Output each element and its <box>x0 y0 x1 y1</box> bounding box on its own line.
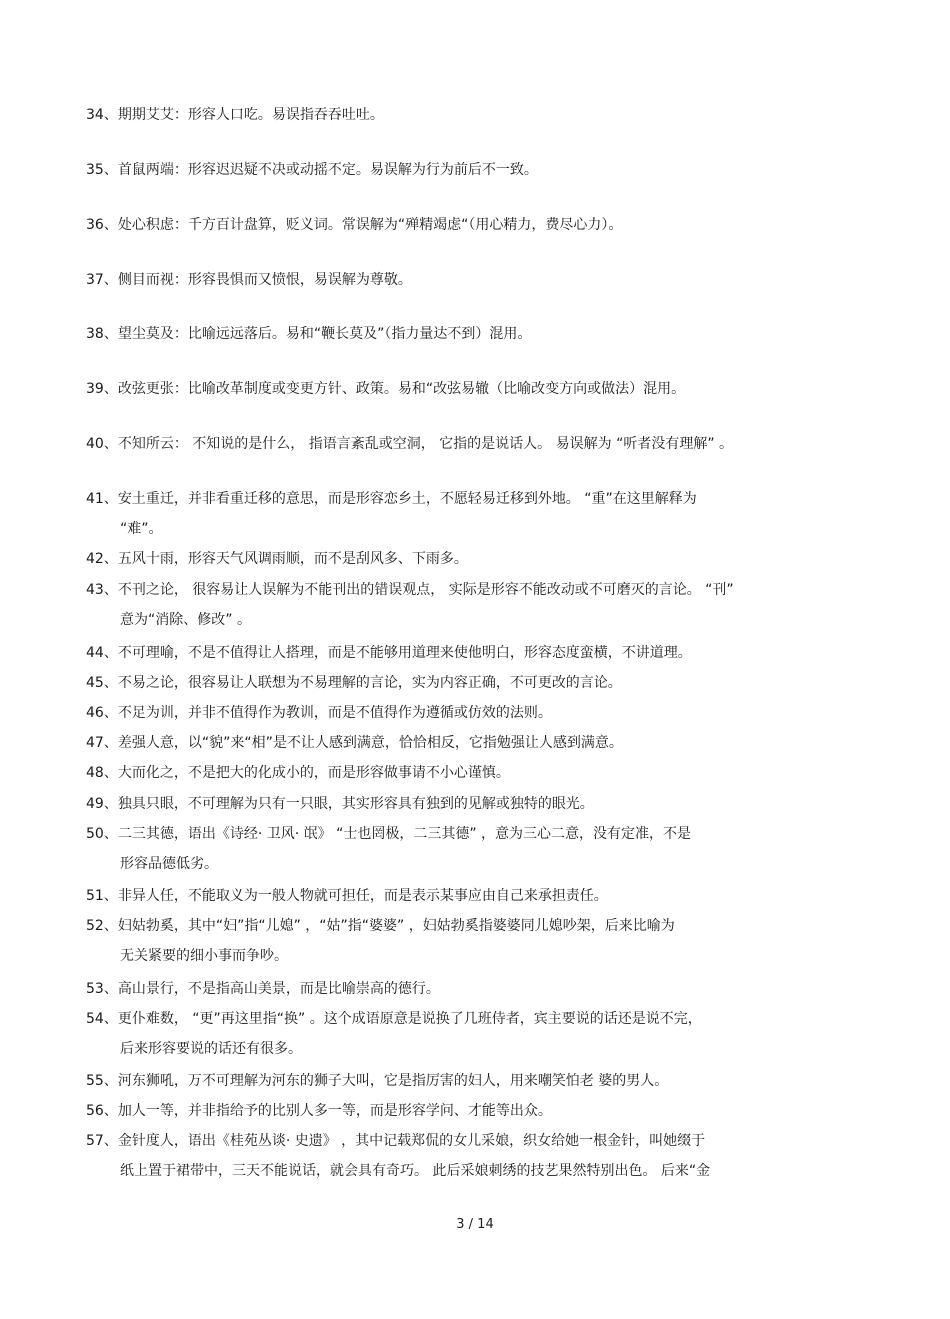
entry-42: 42、五风十雨，形容天气风调雨顺，而不是刮风多、下雨多。 <box>86 551 468 567</box>
entry-50-continuation: 形容品德低劣。 <box>120 856 218 872</box>
entry-53: 53、高山景行，不是指高山美景，而是比喻崇高的德行。 <box>86 981 440 997</box>
entry-52-continuation: 无关紧要的细小事而争吵。 <box>120 948 288 964</box>
entry-40: 40、不知所云： 不知说的是什么， 指语言紊乱或空洞， 它指的是说话人。 易误解为 “听者没有理解” 。 <box>86 436 734 452</box>
entry-38: 38、望尘莫及：比喻远远落后。易和“鞭长莫及”（指力量达不到）混用。 <box>86 326 532 342</box>
entry-43: 43、不刊之论， 很容易让人误解为不能刊出的错误观点， 实际是形容不能改动或不可磨灭的言论。 “刊” <box>86 582 734 598</box>
entry-43-continuation: 意为“消除、修改” 。 <box>120 612 251 628</box>
entry-55: 55、河东狮吼，万不可理解为河东的狮子大叫，它是指厉害的妇人，用来嘲笑怕老 婆的男人。 <box>86 1073 669 1089</box>
entry-57: 57、金针度人，语出《桂苑丛谈· 史遗》 ，其中记载郑侃的女儿采娘，织女给她一根金针，叫她缀于 <box>86 1133 706 1149</box>
entry-41: 41、安土重迁，并非看重迁移的意思，而是形容恋乡土，不愿轻易迁移到外地。 “重”在这里解释为 <box>86 491 697 507</box>
entry-41-continuation: “难”。 <box>120 521 163 537</box>
entry-37: 37、侧目而视：形容畏惧而又愤恨，易误解为尊敬。 <box>86 272 412 288</box>
entry-50: 50、二三其德，语出《诗经· 卫风· 氓》 “士也罔极，二三其德” ，意为三心二意，没有定准，不是 <box>86 826 692 842</box>
entry-49: 49、独具只眼，不可理解为只有一只眼，其实形容具有独到的见解或独特的眼光。 <box>86 796 594 812</box>
entry-57-continuation: 纸上置于裙带中，三天不能说话，就会具有奇巧。 此后采娘刺绣的技艺果然特别出色。 后来“金 <box>120 1163 711 1179</box>
entry-56: 56、加人一等，并非指给予的比别人多一等，而是形容学问、才能等出众。 <box>86 1103 552 1119</box>
entry-39: 39、改弦更张：比喻改革制度或变更方针、政策。易和“改弦易辙（比喻改变方向或做法）混用。 <box>86 381 686 397</box>
entry-52: 52、妇姑勃奚，其中“妇”指“儿媳” ，“姑”指“婆婆” ，妇姑勃奚指婆婆同儿媳吵架，后来比喻为 <box>86 918 675 934</box>
entry-54-continuation: 后来形容要说的话还有很多。 <box>120 1041 302 1057</box>
entry-51: 51、非异人任，不能取义为一般人物就可担任，而是表示某事应由自己来承担责任。 <box>86 888 608 904</box>
entry-34: 34、期期艾艾：形容人口吃。易误指吞吞吐吐。 <box>86 107 384 123</box>
entry-47: 47、差强人意，以“貌”来“相”是不让人感到满意，恰恰相反，它指勉强让人感到满意。 <box>86 735 623 751</box>
entry-35: 35、首鼠两端：形容迟迟疑不决或动摇不定。易误解为行为前后不一致。 <box>86 162 538 178</box>
entry-36: 36、处心积虑：千方百计盘算，贬义词。常误解为“殚精竭虑“（用心精力，费尽心力）。 <box>86 217 623 233</box>
entry-48: 48、大而化之，不是把大的化成小的，而是形容做事请不小心谨慎。 <box>86 765 510 781</box>
entry-54: 54、更仆难数， “更”再这里指“换” 。这个成语原意是说换了几班侍者，宾主要说的话还是说不完， <box>86 1011 702 1027</box>
entry-46: 46、不足为训，并非不值得作为教训，而是不值得作为遵循或仿效的法则。 <box>86 705 552 721</box>
entry-45: 45、不易之论，很容易让人联想为不易理解的言论，实为内容正确，不可更改的言论。 <box>86 675 622 691</box>
page-number: 3 / 14 <box>456 1217 494 1232</box>
entry-44: 44、不可理喻，不是不值得让人搭理，而是不能够用道理来使他明白，形容态度蛮横，不讲道理。 <box>86 645 692 661</box>
